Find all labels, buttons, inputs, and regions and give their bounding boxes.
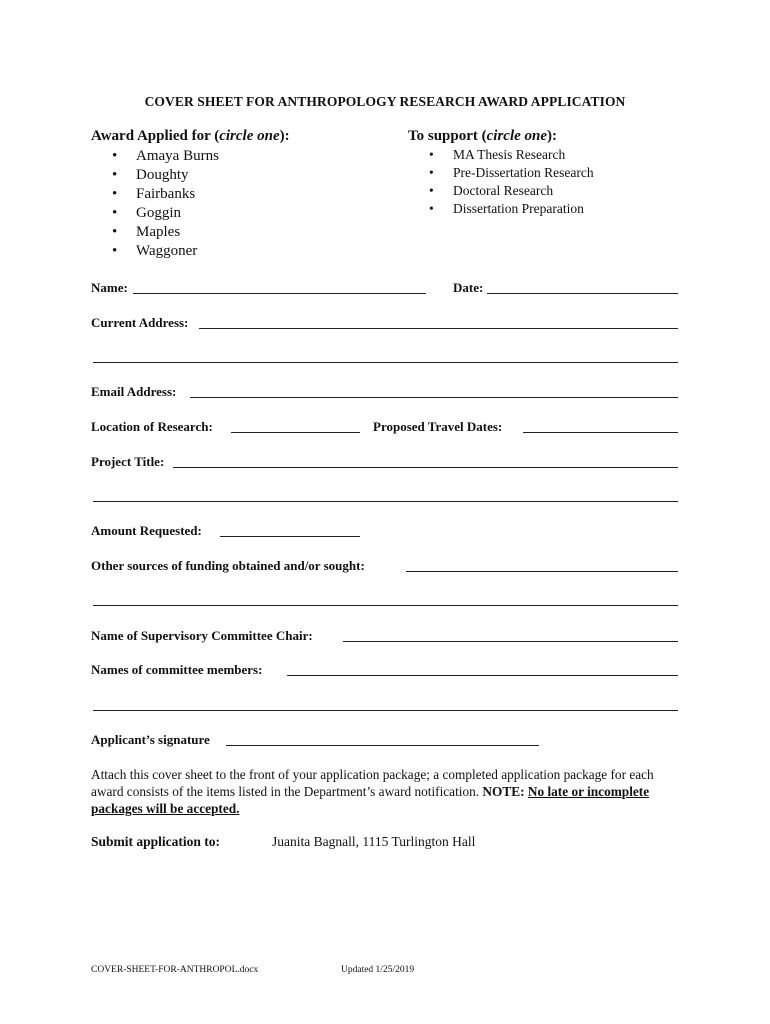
support-options-list xyxy=(408,146,594,218)
support-option-doctoral[interactable]: • Doctoral Research xyxy=(408,182,594,200)
address-field[interactable] xyxy=(199,328,678,329)
signature-label: Applicant’s signature xyxy=(91,732,210,747)
award-option-amaya-burns[interactable]: • Amaya Burns xyxy=(91,147,219,166)
support-option-ma-thesis[interactable]: • MA Thesis Research xyxy=(408,146,594,164)
signature-field[interactable] xyxy=(226,745,539,746)
members-label: Names of committee members: xyxy=(91,662,263,677)
submit-address: Juanita Bagnall, 1115 Turlington Hall xyxy=(272,834,476,849)
amount-label: Amount Requested: xyxy=(91,523,202,538)
travel-dates-label: Proposed Travel Dates: xyxy=(373,419,503,434)
chair-label: Name of Supervisory Committee Chair: xyxy=(91,628,313,643)
page-title: COVER SHEET FOR ANTHROPOLOGY RESEARCH AWARD APPLICATION xyxy=(144,94,626,109)
support-option-pre-dissertation[interactable]: • Pre-Dissertation Research xyxy=(408,164,594,182)
name-field[interactable] xyxy=(133,293,426,294)
late-warning: No late or incomplete packages will be accepted. xyxy=(91,784,650,816)
funding-field-line-2[interactable] xyxy=(93,605,678,606)
chair-field[interactable] xyxy=(343,641,678,642)
instructions-paragraph: Attach this cover sheet to the front of your application package; a completed application package for each award consists of the items listed in the Department’s award notification. NOTE: No late or incomplete packages will be accepted. xyxy=(91,767,654,816)
members-field-line-2[interactable] xyxy=(93,710,678,711)
members-field[interactable] xyxy=(287,675,678,676)
address-field-line-2[interactable] xyxy=(93,362,678,363)
location-field[interactable] xyxy=(231,432,360,433)
award-option-doughty[interactable]: • Doughty xyxy=(91,166,219,185)
award-option-fairbanks[interactable]: • Fairbanks xyxy=(91,185,219,204)
funding-label: Other sources of funding obtained and/or sought: xyxy=(91,558,365,573)
address-label: Current Address: xyxy=(91,315,189,330)
project-title-field-line-2[interactable] xyxy=(93,501,678,502)
location-label: Location of Research: xyxy=(91,419,213,434)
travel-dates-field[interactable] xyxy=(523,432,678,433)
note-label: NOTE: xyxy=(482,784,525,799)
footer-filename: COVER-SHEET-FOR-ANTHROPOL.docx xyxy=(91,965,259,975)
project-title-label: Project Title: xyxy=(91,454,165,469)
project-title-field[interactable] xyxy=(173,467,678,468)
funding-field[interactable] xyxy=(406,571,678,572)
date-label: Date: xyxy=(453,280,484,295)
amount-field[interactable] xyxy=(220,536,360,537)
email-label: Email Address: xyxy=(91,384,177,399)
award-option-goggin[interactable]: • Goggin xyxy=(91,204,219,223)
name-label: Name: xyxy=(91,280,128,295)
award-options-list xyxy=(91,147,219,262)
submit-label: Submit application to: xyxy=(91,834,221,849)
date-field[interactable] xyxy=(487,293,678,294)
support-option-dissertation-prep[interactable]: • Dissertation Preparation xyxy=(408,200,594,218)
award-option-maples[interactable]: • Maples xyxy=(91,223,219,242)
footer-updated: Updated 1/25/2019 xyxy=(341,965,415,975)
email-field[interactable] xyxy=(190,397,678,398)
award-option-waggoner[interactable]: • Waggoner xyxy=(91,242,219,261)
award-heading: Award Applied for (circle one): xyxy=(91,128,290,144)
support-heading: To support (circle one): xyxy=(408,128,558,144)
